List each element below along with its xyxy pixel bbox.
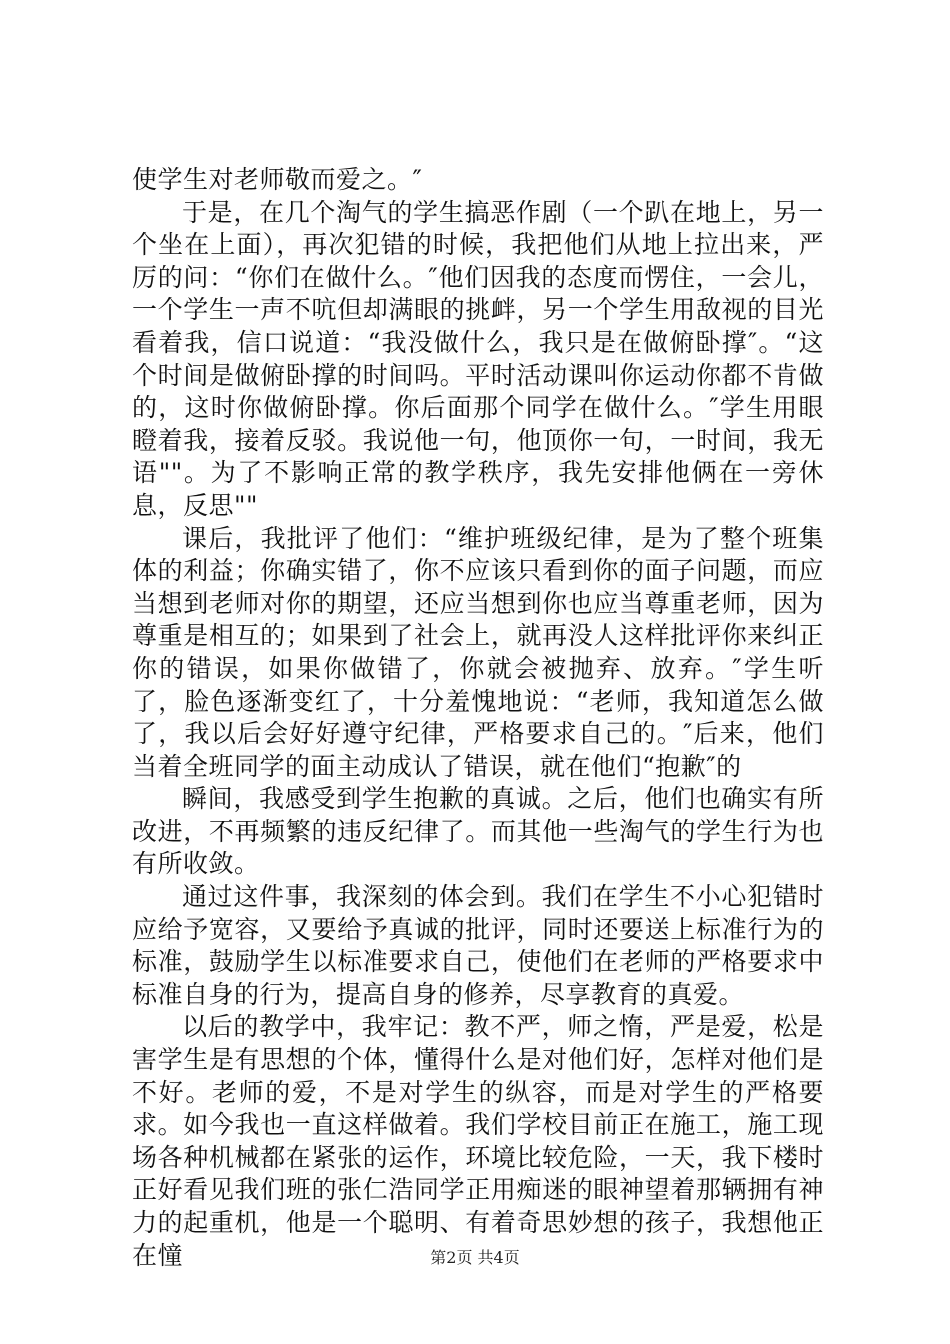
paragraph-4: 瞬间，我感受到学生抱歉的真诚。之后，他们也确实有所改进，不再频繁的违反纪律了。而其他一些淘气的学生行为也有所收敛。 xyxy=(132,784,824,879)
paragraph-2: 于是，在几个淘气的学生搞恶作剧（一个趴在地上，另一个坐在上面），再次犯错的时候，我把他们从地上拉出来，严厉的问：“你们在做什么。″他们因我的态度而愣住，一会儿，一个学生一声不吭但却满眼的挑衅，另一个学生用敌视的目光看着我，信口说道：“我没做什么，我只是在做俯卧撑″。“这个时间是做俯卧撑的时间吗。平时活动课叫你运动你都不肯做的，这时你做俯卧撑。你后面那个同学在做什么。″学生用眼瞪着我，接着反驳。我说他一句，他顶你一句，一时间，我无语""。为了不影响正常的教学秩序，我先安排他俩在一旁休息，反思"" xyxy=(132,197,824,520)
document-body xyxy=(132,164,824,1272)
paragraph-1: 使学生对老师敬而爱之。″ xyxy=(132,165,423,194)
paragraph-5: 通过这件事，我深刻的体会到。我们在学生不小心犯错时应给予宽容，又要给予真诚的批评，同时还要送上标准行为的标准，鼓励学生以标准要求自己，使他们在老师的严格要求中标准自身的行为，提高自身的修养，尽享教育的真爱。 xyxy=(132,882,824,1009)
paragraph-6: 以后的教学中，我牢记：教不严，师之惰，严是爱，松是害学生是有思想的个体，懂得什么是对他们好，怎样对他们是不好。老师的爱，不是对学生的纵容，而是对学生的严格要求。如今我也一直这样做着。我们学校目前正在施工，施工现场各种机械都在紧张的运作，环境比较危险，一天，我下楼时正好看见我们班的张仁浩同学正用痴迷的眼神望着那辆拥有神力的起重机，他是一个聪明、有着奇思妙想的孩子，我想他正在憧 xyxy=(132,1012,824,1270)
page-number-footer: 第2页 共4页 xyxy=(430,1248,520,1267)
paragraph-3: 课后，我批评了他们：“维护班级纪律，是为了整个班集体的利益；你确实错了，你不应该只看到你的面子问题，而应当想到老师对你的期望，还应当想到你也应当尊重老师，因为尊重是相互的；如果到了社会上，就再没人这样批评你来纠正你的错误，如果你做错了，你就会被抛弃、放弃。″学生听了，脸色逐渐变红了，十分羞愧地说：“老师，我知道怎么做了，我以后会好好遵守纪律，严格要求自己的。″后来，他们当着全班同学的面主动成认了错误，就在他们“抱歉″的 xyxy=(132,523,824,781)
